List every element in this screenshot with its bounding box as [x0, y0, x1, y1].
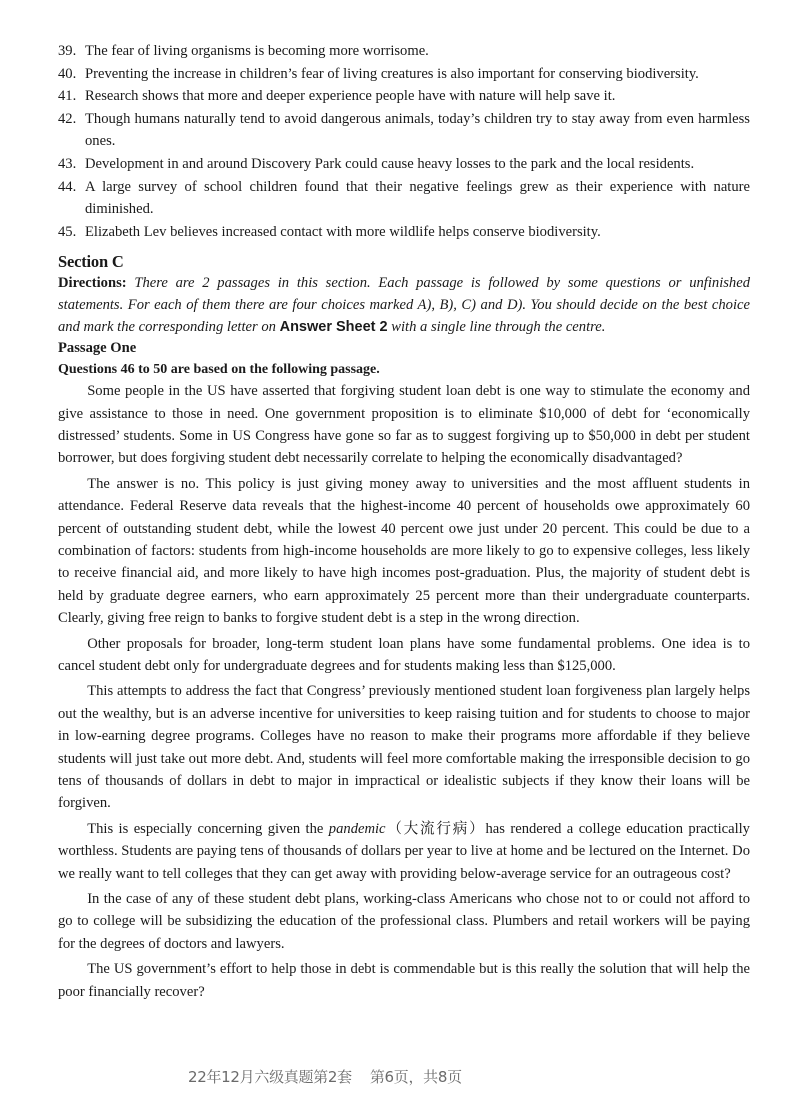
statement-item [58, 176, 750, 221]
directions-text-end: with a single line through the centre. [387, 318, 606, 335]
para-text: This is especially concerning given the [87, 820, 329, 837]
passage-intro: Questions 46 to 50 are based on the following passage. [58, 362, 380, 378]
statement-text: Though humans naturally tend to avoid dangerous animals, today’s children try to stay away from even harmless ones. [85, 110, 750, 150]
footer-page-number: 第6页，共8页 [369, 1068, 462, 1086]
passage-paragraph: The US government’s effort to help those in debt is commendable but is this really the solution that will help the poor financially recover? [58, 961, 750, 1000]
statement-text: Preventing the increase in children’s fear of living creatures is also important for conserving biodiversity. [85, 65, 699, 82]
statement-number: 40. [58, 65, 77, 82]
footer-exam-title: 22年12月六级真题第2套 [188, 1068, 352, 1086]
statement-item [58, 221, 750, 244]
passage-paragraph: In the case of any of these student debt plans, working-class Americans who chose not to or could not afford to go to college will be subsidizing the education of the professional class. Plumbers and retail workers will be paying for the degrees of doctors and lawyers. [58, 891, 750, 952]
directions-label: Directions: [58, 275, 127, 292]
statement-text: Development in and around Discovery Park could cause heavy losses to the park and the local residents. [85, 155, 695, 172]
statement-item [58, 40, 750, 63]
directions [58, 273, 750, 338]
passage-paragraph: Some people in the US have asserted that forgiving student loan debt is one way to stimulate the economy and give assistance to those in need. One government proposition is to eliminate $10,000 of debt for ‘economically distressed’ students. Some in US Congress have gone so far as to suggest forgiving up to $50,000 in debt per student borrower, but does forgiving student debt necessarily correlate to helping the economically disadvantaged? [58, 383, 750, 467]
statement-number: 39. [58, 43, 77, 59]
passage-label: Passage One [58, 340, 137, 357]
passage-paragraph: This attempts to address the fact that Congress’ previously mentioned student loan forgiveness plan largely helps out the wealthy, but is an adverse incentive for universities to keep raising tuition and for students to choose to major in low-earning degree programs. Colleges have no reason to make their programs more affordable if they believe students will just take out more debt. And, students will feel more comfortable making the irresponsible decision to go tens of thousands of dollars in debt to major in impractical or idealistic subjects if they know their loans will be forgiven. [58, 683, 750, 812]
passage-paragraph [58, 818, 750, 885]
statement-text: Research shows that more and deeper experience people have with nature will help save it. [85, 88, 616, 105]
para-text: has rendered a college education practically worthless. Students are paying tens of thousands of dollars per year to live at home and be lectured on the Internet. Do we really want to tell colleges that they can get away with providing below-average service for an outrageous cost? [58, 820, 750, 882]
statement-number: 45. [58, 223, 77, 240]
statement-number: 43. [58, 155, 77, 172]
glossed-word: pandemic [328, 820, 386, 837]
statement-text: Elizabeth Lev believes increased contact with more wildlife helps conserve biodiversity. [85, 223, 601, 240]
directions-text: There are 2 passages in this section. Each passage is followed by some questions or unfinished statements. For each of them there are four choices marked A), B), C) and D). You should decide on the best choice and mark the corresponding letter on [58, 275, 750, 335]
statement-text: The fear of living organisms is becoming more worrisome. [85, 43, 429, 59]
passage-paragraph: The answer is no. This policy is just giving money away to universities and the most affluent students in attendance. Federal Reserve data reveals that the highest-income 40 percent of households owe approximately 60 percent of outstanding student debt, while the lowest 40 percent owe just under 20 percent. This could be due to a combination of factors: students from high-income households are more likely to go to expensive colleges, less likely to receive financial aid, and more likely to have high incomes post-graduation. Plus, the majority of student debt is held by graduate degree earners, who earn approximately 25 percent more than their undergraduate counterparts. Clearly, giving free reign to banks to forgive student debt is a step in the wrong direction. [58, 475, 750, 627]
passage-paragraph: Other proposals for broader, long-term student loan plans have some fundamental problems. One idea is to cancel student debt only for undergraduate degrees and for students making less than $125,000. [58, 635, 750, 674]
statement-item [58, 85, 750, 108]
statement-item [58, 153, 750, 176]
passage-body [58, 380, 750, 1003]
exam-page [58, 40, 750, 1003]
statement-item [58, 63, 750, 86]
statement-list [58, 40, 750, 243]
answer-sheet-label: Answer Sheet 2 [279, 318, 388, 335]
statement-number: 41. [58, 88, 77, 105]
statement-number: 42. [58, 110, 77, 127]
page-footer [188, 1066, 462, 1087]
statement-number: 44. [58, 178, 77, 195]
statement-item [58, 108, 750, 153]
chinese-gloss: （大流行病） [385, 820, 486, 837]
statement-text: A large survey of school children found that their negative feelings grew as their experience with nature diminished. [85, 178, 750, 218]
section-title: Section C [58, 252, 124, 272]
